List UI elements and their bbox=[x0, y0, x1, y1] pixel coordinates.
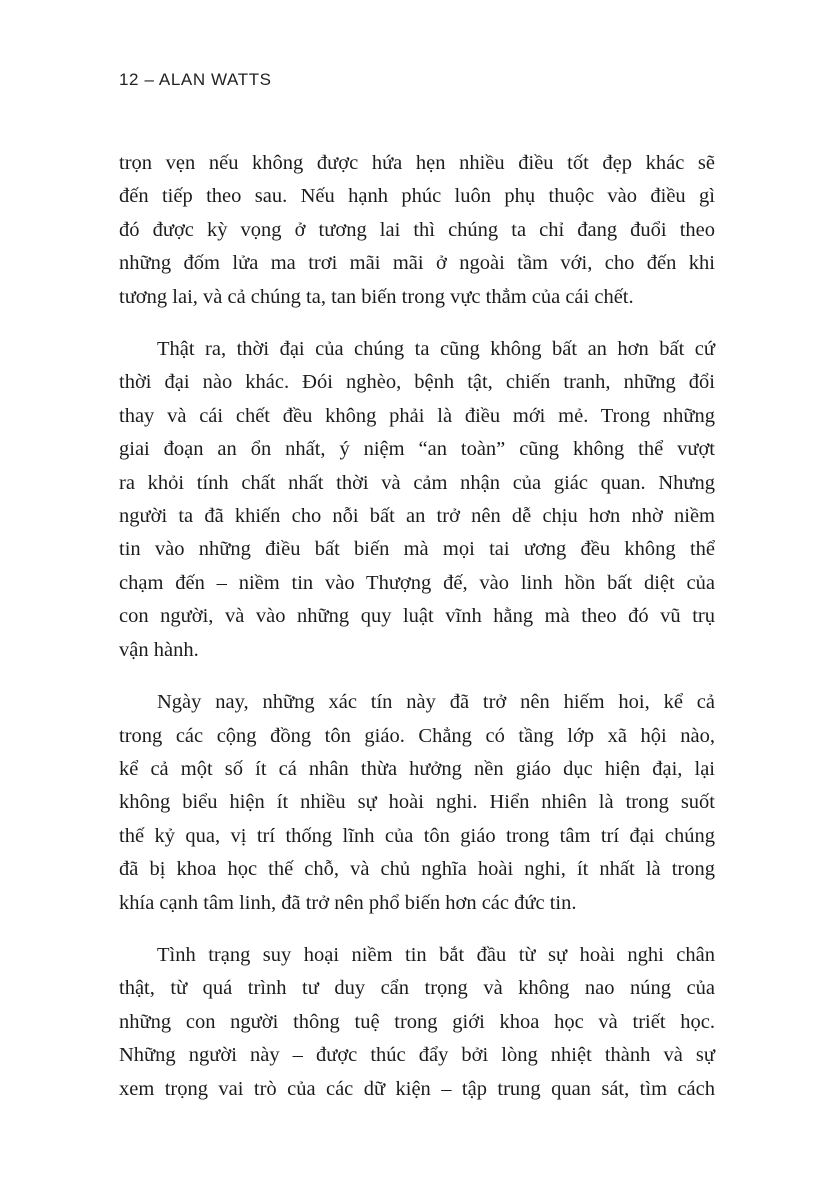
text-line: thế kỷ qua, vị trí thống lĩnh của tôn giáo trong tâm trí đại chúng bbox=[119, 824, 715, 847]
text-line: không biểu hiện ít nhiều sự hoài nghi. Hiển nhiên là trong suốt bbox=[119, 791, 715, 814]
paragraph bbox=[119, 686, 715, 920]
text-line: Tình trạng suy hoại niềm tin bắt đầu từ sự hoài nghi chân bbox=[157, 943, 715, 966]
text-line: giai đoạn an ổn nhất, ý niệm “an toàn” cũng không thể vượt bbox=[119, 438, 715, 461]
text-line: kể cả một số ít cá nhân thừa hưởng nền giáo dục hiện đại, lại bbox=[119, 757, 715, 780]
text-line: Thật ra, thời đại của chúng ta cũng không bất an hơn bất cứ bbox=[157, 338, 715, 361]
author-name: ALAN WATTS bbox=[158, 70, 272, 89]
paragraph bbox=[119, 939, 715, 1106]
text-line: tin vào những điều bất biến mà mọi tai ương đều không thể bbox=[119, 538, 715, 561]
text-line: người ta đã khiến cho nỗi bất an trở nên dễ chịu hơn nhờ niềm bbox=[119, 505, 715, 528]
page-number: 12 bbox=[119, 70, 140, 89]
paragraph bbox=[119, 147, 715, 314]
text-line: thời đại nào khác. Đói nghèo, bệnh tật, chiến tranh, những đổi bbox=[119, 371, 715, 394]
text-line: đã bị khoa học thế chỗ, và chủ nghĩa hoài nghi, ít nhất là trong bbox=[119, 858, 715, 881]
text-line: thay và cái chết đều không phải là điều mới mẻ. Trong những bbox=[119, 404, 715, 427]
text-line: thật, từ quá trình tư duy cẩn trọng và không nao núng của bbox=[119, 977, 715, 1000]
text-line: Ngày nay, những xác tín này đã trở nên hiếm hoi, kể cả bbox=[157, 691, 715, 714]
text-line: ra khỏi tính chất nhất thời và cảm nhận của giác quan. Nhưng bbox=[119, 471, 715, 494]
text-line: xem trọng vai trò của các dữ kiện – tập trung quan sát, tìm cách bbox=[119, 1077, 715, 1100]
running-header bbox=[119, 70, 272, 90]
text-line: khía cạnh tâm linh, đã trở nên phổ biến hơn các đức tin. bbox=[119, 891, 577, 914]
text-line: đến tiếp theo sau. Nếu hạnh phúc luôn phụ thuộc vào điều gì bbox=[119, 185, 715, 208]
text-line: vận hành. bbox=[119, 638, 199, 661]
text-line: đó được kỳ vọng ở tương lai thì chúng ta chỉ đang đuổi theo bbox=[119, 218, 715, 241]
body-text bbox=[119, 147, 715, 1106]
text-line: những con người thông tuệ trong giới khoa học và triết học. bbox=[119, 1010, 715, 1033]
text-line: trong các cộng đồng tôn giáo. Chẳng có tầng lớp xã hội nào, bbox=[119, 724, 715, 747]
paragraph bbox=[119, 333, 715, 667]
text-line: Những người này – được thúc đẩy bởi lòng nhiệt thành và sự bbox=[119, 1044, 715, 1067]
text-line: con người, và vào những quy luật vĩnh hằng mà theo đó vũ trụ bbox=[119, 605, 715, 628]
text-line: chạm đến – niềm tin vào Thượng đế, vào linh hồn bất diệt của bbox=[119, 571, 715, 594]
header-separator: – bbox=[144, 70, 155, 89]
text-line: trọn vẹn nếu không được hứa hẹn nhiều điều tốt đẹp khác sẽ bbox=[119, 152, 715, 174]
text-line: những đốm lửa ma trơi mãi mãi ở ngoài tầm với, cho đến khi bbox=[119, 252, 715, 275]
text-line: tương lai, và cả chúng ta, tan biến trong vực thẳm của cái chết. bbox=[119, 285, 634, 308]
